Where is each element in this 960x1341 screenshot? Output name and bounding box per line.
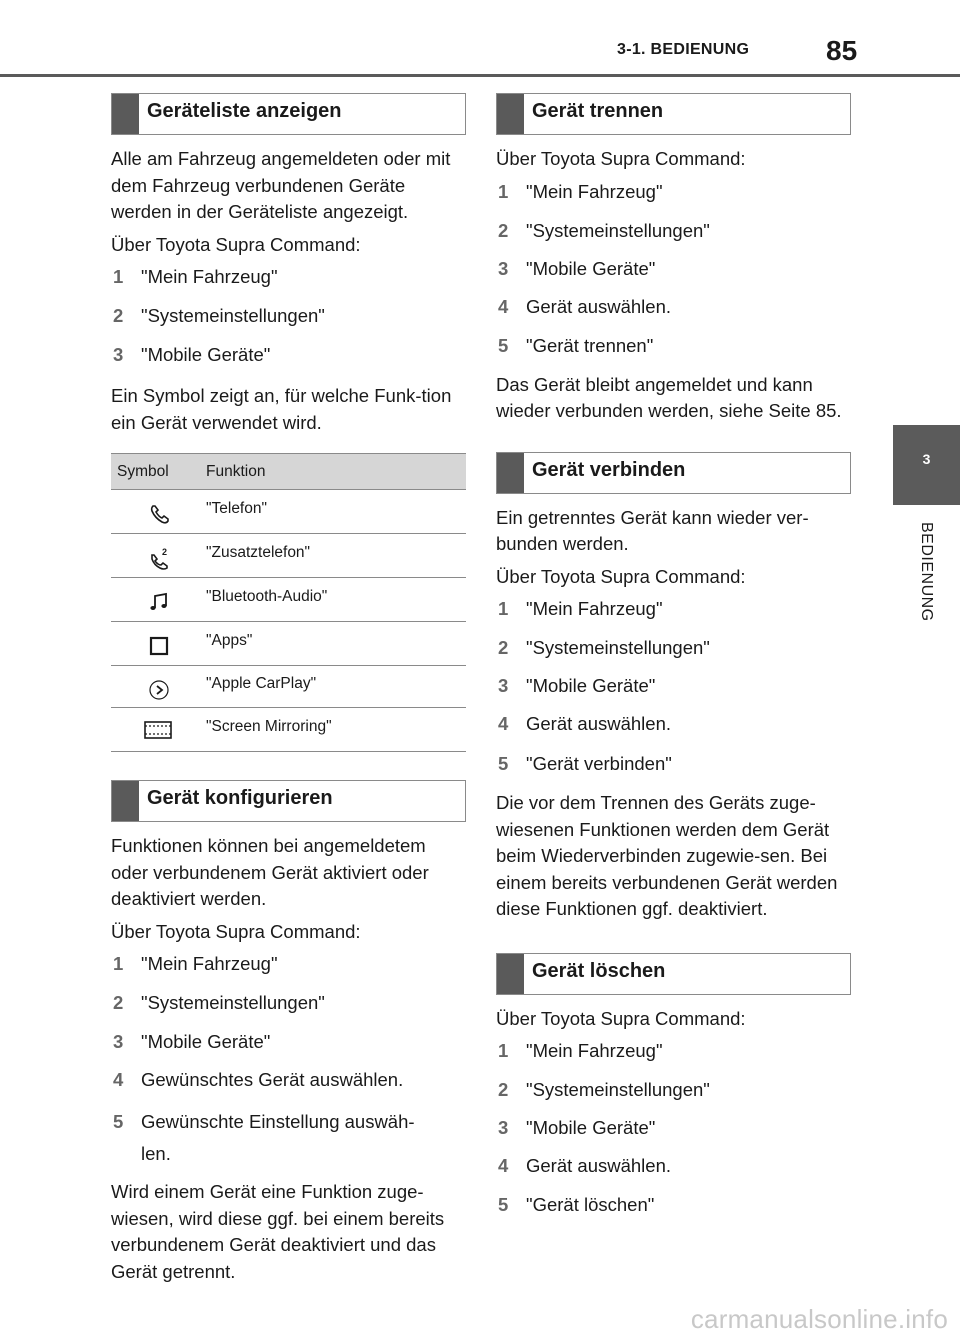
table-row (111, 622, 466, 666)
paragraph: Die vor dem Trennen des Geräts zuge-wiesenen Funktionen werden dem Gerät beim Wiederverbinden zugewie-sen. Bei einem bereits verbundenen Gerät werden diese Funktionen ggf. deaktiviert. (496, 792, 838, 919)
list-item: 5 Gewünschte Einstellung auswäh-len. (113, 1111, 415, 1164)
list-item: 2 "Systemeinstellungen" (113, 305, 325, 326)
watermark: carmanualsonline.info (690, 1304, 948, 1334)
column-header: Symbol (111, 454, 206, 490)
paragraph: Alle am Fahrzeug angemeldeten oder mit dem Fahrzeug verbundenen Geräte werden in der Geräteliste angezeigt. (111, 148, 451, 222)
list-item: 1 "Mein Fahrzeug" (113, 266, 278, 287)
section-heading-loeschen (496, 953, 851, 995)
step-list (111, 264, 466, 377)
table-cell: "Apps" (206, 622, 466, 666)
list-item: 4 Gerät auswählen. (498, 295, 672, 317)
table-cell: "Bluetooth-Audio" (206, 578, 466, 622)
table-row (111, 578, 466, 622)
list-item: 3 "Mobile Geräte" (113, 1031, 271, 1052)
paragraph: Über Toyota Supra Command: (111, 233, 361, 255)
symbol-table (111, 453, 466, 752)
section-heading-trennen (496, 93, 851, 135)
section-title: Gerät löschen (532, 959, 666, 982)
list-item: 4 Gerät auswählen. (498, 713, 672, 734)
paragraph: Ein Symbol zeigt an, für welche Funk-tion ein Gerät verwendet wird. (111, 385, 452, 433)
right-column (496, 93, 851, 1222)
list-item: 3 "Mobile Geräte" (113, 344, 271, 365)
paragraph: Das Gerät bleibt angemeldet und kann wieder verbunden werden, siehe Seite 85. (496, 373, 842, 421)
table-row (111, 666, 466, 708)
list-item: 1 "Mein Fahrzeug" (498, 598, 663, 619)
table-cell: "Zusatztelefon" (206, 534, 466, 578)
list-item: 1 "Mein Fahrzeug" (498, 180, 663, 202)
table-row (111, 708, 466, 752)
list-item: 5 "Gerät löschen" (498, 1194, 655, 1215)
section-heading-konfigurieren (111, 780, 466, 822)
section-title: Geräteliste anzeigen (147, 100, 342, 122)
section-title: Gerät konfigurieren (147, 787, 333, 809)
list-item: 2 "Systemeinstellungen" (113, 992, 325, 1013)
list-item: 4 Gewünschtes Gerät auswählen. (113, 1069, 404, 1090)
left-column (111, 93, 466, 1285)
section-title: Gerät verbinden (532, 458, 686, 481)
step-list (496, 1038, 851, 1222)
table-header-row (111, 454, 466, 490)
table-cell: "Apple CarPlay" (206, 666, 466, 708)
section-title: Gerät trennen (532, 100, 664, 122)
list-item: 2 "Systemeinstellungen" (498, 1079, 710, 1100)
table-row (111, 490, 466, 534)
music-note-icon (147, 590, 171, 614)
list-item: 4 Gerät auswählen. (498, 1155, 672, 1176)
step-list (111, 951, 466, 1168)
chapter-label: BEDIENUNG (918, 522, 935, 622)
list-item: 5 "Gerät verbinden" (498, 753, 672, 774)
chapter-number: 3 (922, 451, 931, 467)
phone-icon (147, 502, 171, 526)
table-cell: "Screen Mirroring" (206, 708, 466, 752)
svg-text:2: 2 (162, 547, 168, 557)
table-row (111, 534, 466, 578)
list-item: 3 "Mobile Geräte" (498, 675, 656, 696)
column-header: Funktion (206, 454, 466, 490)
running-header: 3-1. BEDIENUNG (617, 41, 750, 58)
list-item: 2 "Systemeinstellungen" (498, 219, 710, 241)
step-list (496, 596, 851, 784)
list-item: 3 "Mobile Geräte" (498, 1117, 656, 1138)
paragraph: Funktionen können bei angemeldetem oder verbundenem Gerät aktiviert oder deaktiviert werden. (111, 835, 429, 909)
section-heading-verbinden (496, 452, 851, 494)
list-item: 1 "Mein Fahrzeug" (498, 1040, 663, 1061)
paragraph: Über Toyota Supra Command: (496, 1007, 746, 1029)
list-item: 5 "Gerät trennen" (498, 334, 654, 356)
play-circle-icon (147, 678, 171, 702)
list-item: 1 "Mein Fahrzeug" (113, 953, 278, 974)
paragraph: Über Toyota Supra Command: (496, 565, 746, 587)
secondary-phone-icon (147, 546, 171, 570)
page-number: 85 (826, 35, 858, 66)
list-item: 2 "Systemeinstellungen" (498, 637, 710, 658)
paragraph: Über Toyota Supra Command: (111, 920, 361, 942)
chapter-tab (893, 425, 960, 505)
section-heading-geraeteliste (111, 93, 466, 135)
step-list (496, 179, 851, 366)
paragraph: Wird einem Gerät eine Funktion zuge-wiesen, wird diese ggf. bei einem bereits verbundenem Gerät deaktiviert und das Gerät getrennt. (111, 1181, 445, 1282)
table-cell: "Telefon" (206, 490, 466, 534)
header-rule (0, 74, 960, 77)
film-strip-icon (143, 718, 173, 742)
apps-square-icon (147, 634, 171, 658)
paragraph: Über Toyota Supra Command: (496, 148, 746, 169)
list-item: 3 "Mobile Geräte" (498, 257, 656, 279)
paragraph: Ein getrenntes Gerät kann wieder ver-bunden werden. (496, 506, 809, 554)
